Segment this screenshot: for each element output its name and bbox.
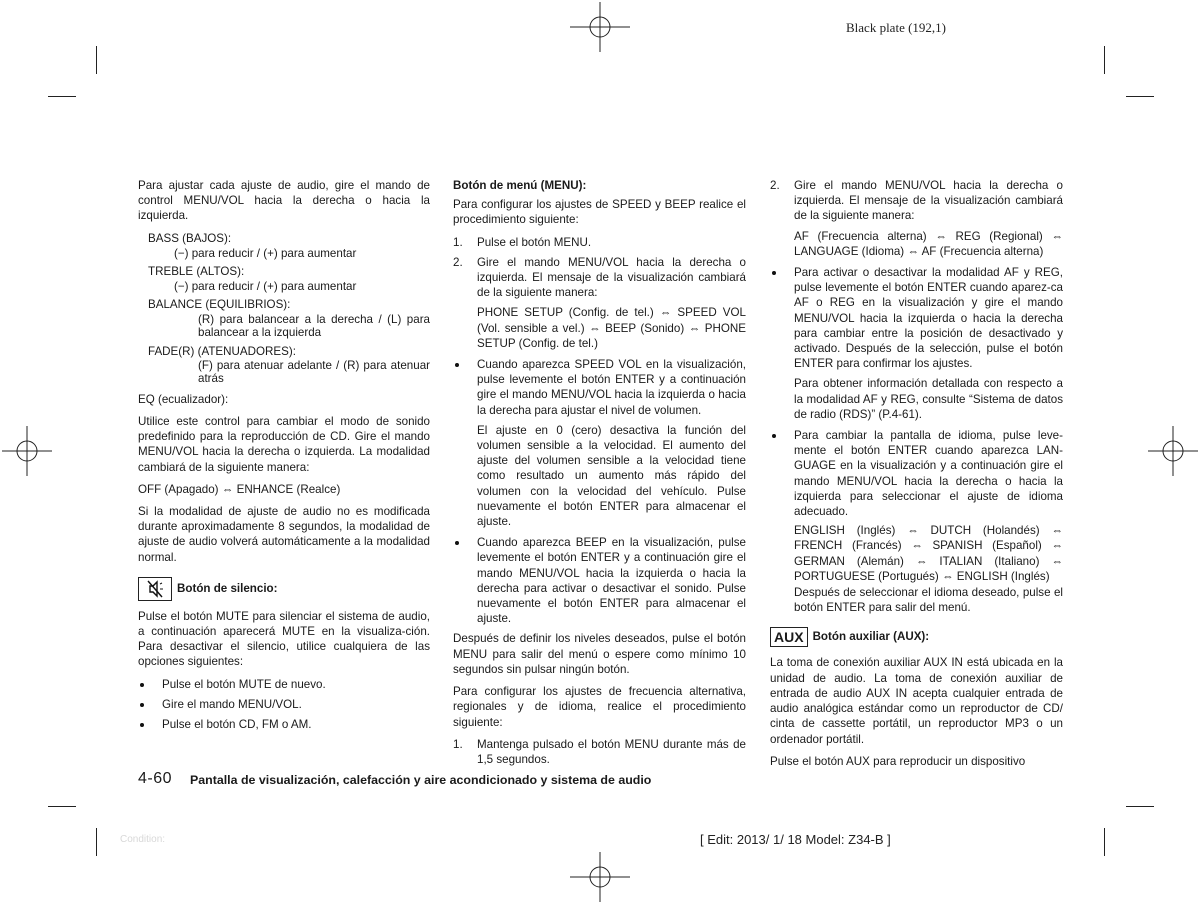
- mute-heading-text: Botón de silencio:: [177, 581, 278, 595]
- eq-desc: Utilice este control para cambiar el modo de sonido predefinido para la reproducción de CD. Gire el mando MENU/VOL hacia la derecha o izquierda. La modalidad cambiará de la siguiente manera:: [138, 415, 430, 474]
- list-item: Cuando aparezca SPEED VOL en la visualización, pulse levemente el botón ENTER y a continuación gire el mando MENU/VOL hacia la izquierda o hacia la derecha para ajustar el nivel de volumen.: [453, 357, 746, 418]
- mute-heading: [138, 577, 430, 601]
- step-item: 2. Gire el mando MENU/VOL hacia la derecha o izquierda. El mensaje de la visualización cambiará de la siguiente manera:: [770, 179, 1063, 223]
- list-item: Gire el mando MENU/VOL.: [138, 697, 430, 712]
- footer-title: Pantalla de visualización, calefacción y aire acondicionado y sistema de audio: [190, 773, 652, 787]
- language-after: Después de seleccionar el idioma deseado, pulse el botón ENTER para salir del menú.: [794, 586, 1063, 615]
- menu-heading: Botón de menú (MENU):: [453, 179, 587, 192]
- crop-mark-bottom-left-v: [96, 828, 97, 856]
- column-right: [770, 178, 1063, 776]
- crop-mark-bottom-right-h: [1126, 806, 1154, 807]
- aux-heading-text: Botón auxiliar (AUX):: [812, 630, 930, 644]
- aux-icon: AUX: [770, 627, 808, 647]
- step-item: 1. Mantenga pulsado el botón MENU durante más de 1,5 segundos.: [453, 737, 746, 766]
- eq-sequence: OFF (Apagado) ⇔ ENHANCE (Realce): [138, 482, 341, 496]
- list-item: Para activar o desactivar la modalidad AF y REG, pulse levemente el botón ENTER cuando aparez-ca AF o REG en la visualización y gire el mando MENU/VOL hacia la izquierda o hacia la derecha para cambiar entre la posición de desactivado y activado. Después de la selección, pulse el botón ENTER para confirmar los ajustes.: [770, 265, 1063, 371]
- step-item: 2. Gire el mando MENU/VOL hacia la derecha o izquierda. El mensaje de la visualización cambiará de la siguiente manera:: [453, 255, 746, 300]
- edit-info: [ Edit: 2013/ 1/ 18 Model: Z34-B ]: [700, 832, 891, 847]
- aux-heading: [770, 627, 1063, 647]
- registration-mark-icon: [2, 426, 52, 476]
- registration-mark-icon: [570, 852, 630, 902]
- eq-label: EQ (ecualizador):: [138, 392, 229, 406]
- list-item: Pulse el botón MUTE de nuevo.: [138, 677, 430, 692]
- registration-mark-icon: [1148, 426, 1198, 476]
- step-item: 1. Pulse el botón MENU.: [453, 235, 592, 249]
- bullet1-sub: Para obtener información detallada con respecto a la modalidad AF y REG, consulte “Sistema de datos de radio (RDS)” (P.4-61).: [794, 377, 1063, 421]
- bullet1-sub: El ajuste en 0 (cero) desactiva la función del volumen sensible a la velocidad. El aumento del ajuste del volumen sensible a la velocidad tiene como resultado un aumento más rápido del volumen con la velocidad del vehículo. Pulse nuevamente el botón ENTER para almacenar el ajuste.: [477, 423, 746, 529]
- condition-label: Condition:: [120, 834, 166, 845]
- mute-desc: Pulse el botón MUTE para silenciar el sistema de audio, a continuación aparecerá MUTE en la visualiza-ción. Para desactivar el silencio, utilice cualquiera de las opciones siguientes:: [138, 609, 430, 669]
- crop-mark-top-left-h: [48, 96, 76, 97]
- menu-intro: Para configurar los ajustes de SPEED y BEEP realice el procedimiento siguiente:: [453, 198, 746, 227]
- language-sequence: ENGLISH (Inglés) ⇔ DUTCH (Holandés) ⇔ FRENCH (Francés) ⇔ SPANISH (Español) ⇔ GERMAN (Alemán) ⇔ ITALIAN (Italiano) ⇔ PORTUGUESE (Portugués) ⇔ ENGLISH (Inglés): [794, 524, 1063, 583]
- list-item: Cuando aparezca BEEP en la visualización, pulse levemente el botón ENTER y a continuación gire el mando MENU/VOL hacia la izquierda o hacia la derecha para activar o desactivar el sonido. Pulse nuevamente el botón ENTER para almacenar el ajuste.: [453, 535, 746, 626]
- balance-label: BALANCE (EQUILIBRIOS):: [148, 298, 291, 312]
- fade-desc: (F) para atenuar adelante / (R) para atenuar atrás: [198, 358, 430, 385]
- fade-label: FADE(R) (ATENUADORES):: [148, 344, 296, 358]
- crop-mark-top-right-v: [1104, 46, 1105, 74]
- af-sequence: AF (Frecuencia alterna) ⇔ REG (Regional) ⇔ LANGUAGE (Idioma) ⇔ AF (Frecuencia alterna): [794, 229, 1063, 258]
- list-item: Pulse el botón CD, FM o AM.: [138, 717, 430, 732]
- eq-note: Si la modalidad de ajuste de audio no es modificada durante aproximadamente 8 segundos, la modalidad de ajuste de audio volverá automáticamente a la modalidad normal.: [138, 505, 430, 564]
- registration-mark-icon: [570, 2, 630, 52]
- column-middle: [453, 178, 746, 772]
- page-number: 4-60: [138, 770, 173, 787]
- step2-sequence: PHONE SETUP (Config. de tel.) ⇔ SPEED VOL (Vol. sensible a vel.) ⇔ BEEP (Sonido) ⇔ PHONE SETUP (Config. de tel.): [477, 306, 746, 350]
- bass-label: BASS (BAJOS):: [148, 231, 232, 245]
- audio-intro: Para ajustar cada ajuste de audio, gire el mando de control MENU/VOL hacia la derecha o hacia la izquierda.: [138, 179, 430, 223]
- menu-after: Después de definir los niveles deseados, pulse el botón MENU para salir del menú o espere como mínimo 10 segundos sin pulsar ningún botón.: [453, 632, 746, 676]
- crop-mark-top-left-v: [96, 46, 97, 74]
- list-item: Para cambiar la pantalla de idioma, pulse leve-mente el botón ENTER cuando aparezca LAN-GUAGE en la visualización y a continuación gire el mando MENU/VOL hacia la derecha o hacia la izquierda para seleccionar el ajuste de idioma adecuado.: [770, 428, 1063, 519]
- bass-desc: (−) para reducir / (+) para aumentar: [174, 246, 357, 260]
- mute-speaker-icon: [138, 577, 172, 601]
- menu-config2: Para configurar los ajustes de frecuencia alternativa, regionales y de idioma, realice el procedimiento siguiente:: [453, 685, 746, 729]
- plate-label: Black plate (192,1): [846, 20, 946, 35]
- treble-desc: (−) para reducir / (+) para aumentar: [174, 280, 357, 294]
- crop-mark-top-right-h: [1126, 96, 1154, 97]
- crop-mark-bottom-left-h: [48, 806, 76, 807]
- aux-last: Pulse el botón AUX para reproducir un dispositivo: [770, 754, 1026, 768]
- crop-mark-bottom-right-v: [1104, 828, 1105, 856]
- column-left: [138, 178, 430, 737]
- treble-label: TREBLE (ALTOS):: [148, 265, 245, 279]
- aux-desc: La toma de conexión auxiliar AUX IN está ubicada en la unidad de audio. La toma de conexión auxiliar de entrada de audio AUX IN acepta cualquier entrada de audio analógica estándar como un reproductor de CD/ cinta de cassette portátil, un reproductor MP3 o un ordenador portátil.: [770, 656, 1063, 746]
- balance-desc: (R) para balancear a la derecha / (L) para balancear a la izquierda: [198, 312, 430, 339]
